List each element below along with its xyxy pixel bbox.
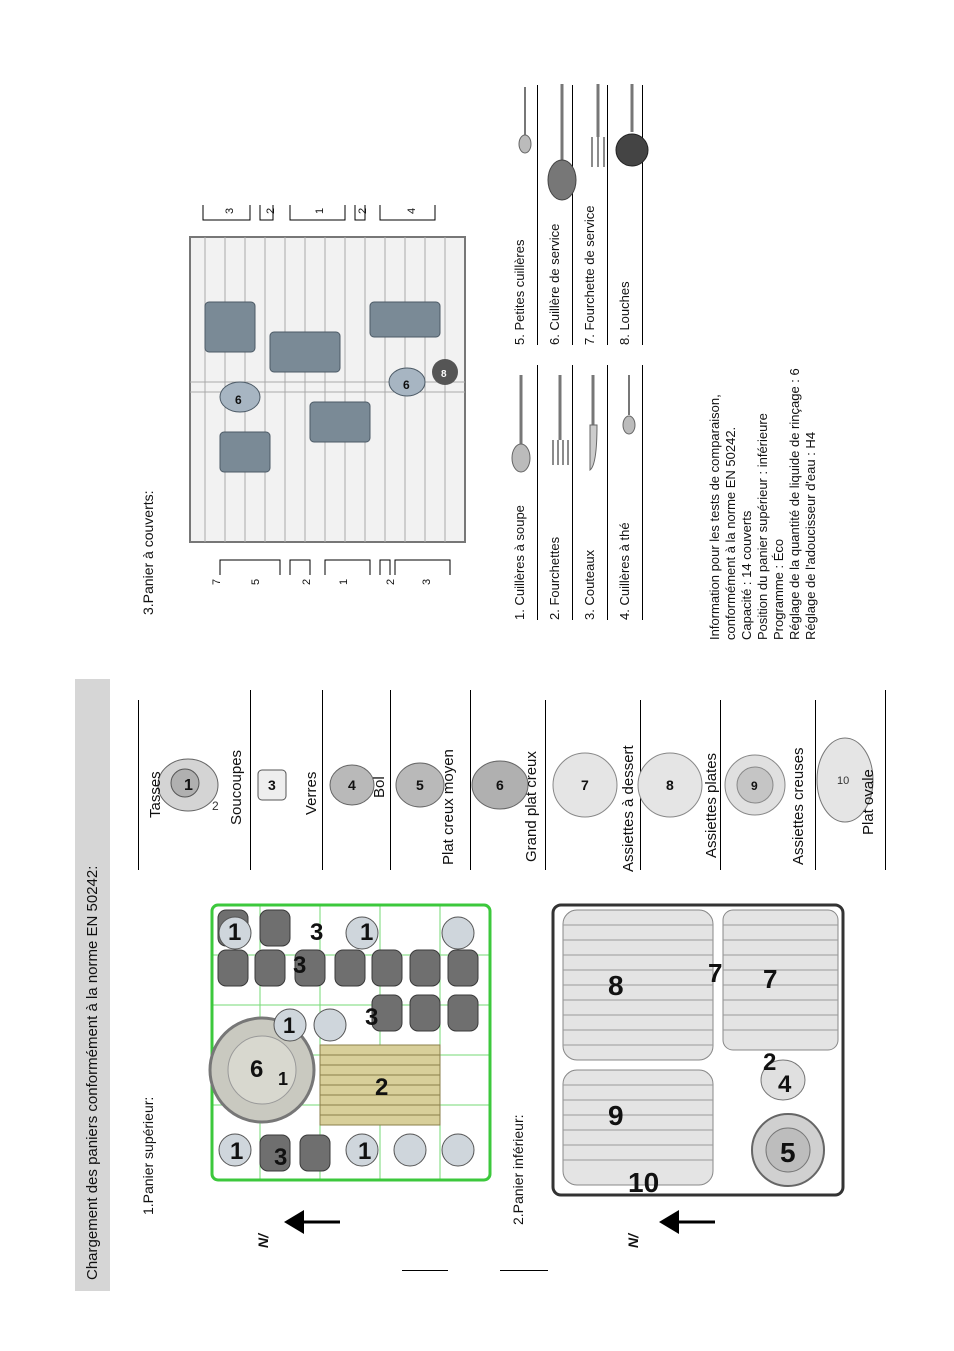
svg-text:1: 1 [283,1013,296,1038]
cutlery-basket-label: 3.Panier à couverts: [140,490,156,615]
cutlery-top-mark: 2 [357,207,369,214]
cutlery-bottom-brackets [195,550,455,580]
fork-icon [553,375,568,465]
small-spoon-icon [519,87,531,153]
cutlery-basket-diagram [185,232,470,547]
cutlery-bottom-mark: 2 [301,578,313,585]
legend-soucoupes: Soucoupes [228,749,245,825]
svg-text:7: 7 [581,777,589,793]
knife-icon [590,375,597,470]
svg-text:5: 5 [416,777,424,793]
svg-text:4: 4 [348,777,356,793]
cutlery-legend-8: 8. Louches [617,281,632,345]
info-line: Information pour les tests de comparaison, [707,394,722,640]
legend-plat-ovale: Plat ovale [860,769,877,835]
legend-assiettes-dessert: Assiettes à dessert [620,745,637,872]
legend-assiettes-creuses: Assiettes creuses [790,747,807,865]
info-line: conformément à la norme EN 50242. [723,426,738,640]
svg-text:1: 1 [228,919,242,946]
svg-text:9: 9 [608,1100,624,1131]
divider-rule [402,1270,448,1271]
cutlery-legend-4: 4. Cuillères à thé [617,522,632,620]
info-line: Position du panier supérieur : inférieure [755,413,770,640]
svg-text:1: 1 [184,777,193,794]
svg-text:2: 2 [375,1074,389,1101]
svg-text:8: 8 [608,970,624,1001]
info-line: Réglage de la quantité de liquide de rinçage : 6 [787,368,802,640]
info-line: Capacité : 14 couverts [739,510,754,640]
svg-text:1: 1 [278,1069,289,1089]
serving-fork-icon [592,84,604,167]
svg-text:2: 2 [763,1049,777,1076]
cutlery-bottom-mark: 1 [338,578,350,585]
svg-text:10: 10 [628,1167,660,1198]
svg-text:6: 6 [403,378,410,392]
cutlery-bottom-mark: 3 [421,578,433,585]
svg-text:2: 2 [212,799,219,813]
upper-basket-label: 1.Panier supérieur: [140,1096,156,1215]
cutlery-top-mark: 1 [314,207,326,214]
info-line: Programme : Éco [771,538,786,640]
cutlery-legend-1: 1. Cuillères à soupe [512,505,527,620]
upper-basket-diagram [200,895,500,1190]
info-line: Réglage de l'adoucisseur d'eau : H4 [803,431,818,640]
soup-spoon-icon [512,375,530,472]
svg-text:8: 8 [666,777,674,793]
cutlery-top-mark: 3 [224,207,236,214]
page-title: Chargement des paniers conformément à la norme EN 50242: [84,865,101,1280]
ladle-icon [616,84,648,166]
cutlery-legend-3: 3. Couteaux [582,549,597,620]
svg-text:9: 9 [751,779,758,793]
cutlery-legend-5: 5. Petites cuillères [512,239,527,345]
cutlery-icons-right [510,82,650,202]
svg-text:3: 3 [268,777,276,793]
svg-text:6: 6 [235,393,242,407]
svg-text:6: 6 [496,777,504,793]
legend-rule [138,700,139,870]
svg-text:1: 1 [360,919,374,946]
cutlery-icons-left [505,370,645,480]
legend-plat-creux-moyen: Plat creux moyen [440,749,457,865]
svg-text:6: 6 [250,1056,264,1083]
cutlery-legend-6: 6. Cuillère de service [547,223,562,345]
svg-text:7: 7 [763,964,778,994]
svg-text:3: 3 [274,1144,288,1171]
svg-text:8: 8 [441,369,447,380]
cutlery-legend-2: 2. Fourchettes [547,536,562,620]
cutlery-top-brackets [195,200,445,230]
cutlery-bottom-mark: 2 [385,578,397,585]
svg-text:7: 7 [708,958,723,988]
serving-spoon-icon [548,84,576,200]
cutlery-legend-7: 7. Fourchette de service [582,205,597,345]
lower-north-label: N/ [625,1234,641,1248]
svg-text:1: 1 [230,1138,244,1165]
upper-north-arrow [280,1200,350,1250]
cutlery-top-mark: 2 [265,207,277,214]
svg-text:3: 3 [310,919,324,946]
legend-bol: Bol [371,776,388,798]
lower-basket-diagram [548,900,848,1200]
upper-north-label: N/ [255,1234,271,1248]
tea-spoon-icon [623,375,635,434]
svg-text:1: 1 [358,1138,372,1165]
legend-verres: Verres [303,771,320,815]
svg-text:5: 5 [780,1137,796,1168]
cutlery-bottom-mark: 5 [250,578,262,585]
svg-text:3: 3 [293,952,307,979]
svg-text:3: 3 [365,1004,379,1031]
lower-north-arrow [655,1200,725,1250]
lower-basket-label: 2.Panier inférieur: [510,1114,526,1225]
legend-grand-plat-creux: Grand plat creux [523,751,540,862]
divider-rule [500,1270,548,1271]
svg-text:10: 10 [837,775,850,787]
dish-icons [140,700,890,850]
svg-text:4: 4 [778,1071,792,1098]
cutlery-bottom-mark: 7 [211,578,223,585]
legend-assiettes-plates: Assiettes plates [703,752,720,858]
legend-tasses: Tasses [147,771,164,818]
cutlery-top-mark: 4 [406,207,418,214]
